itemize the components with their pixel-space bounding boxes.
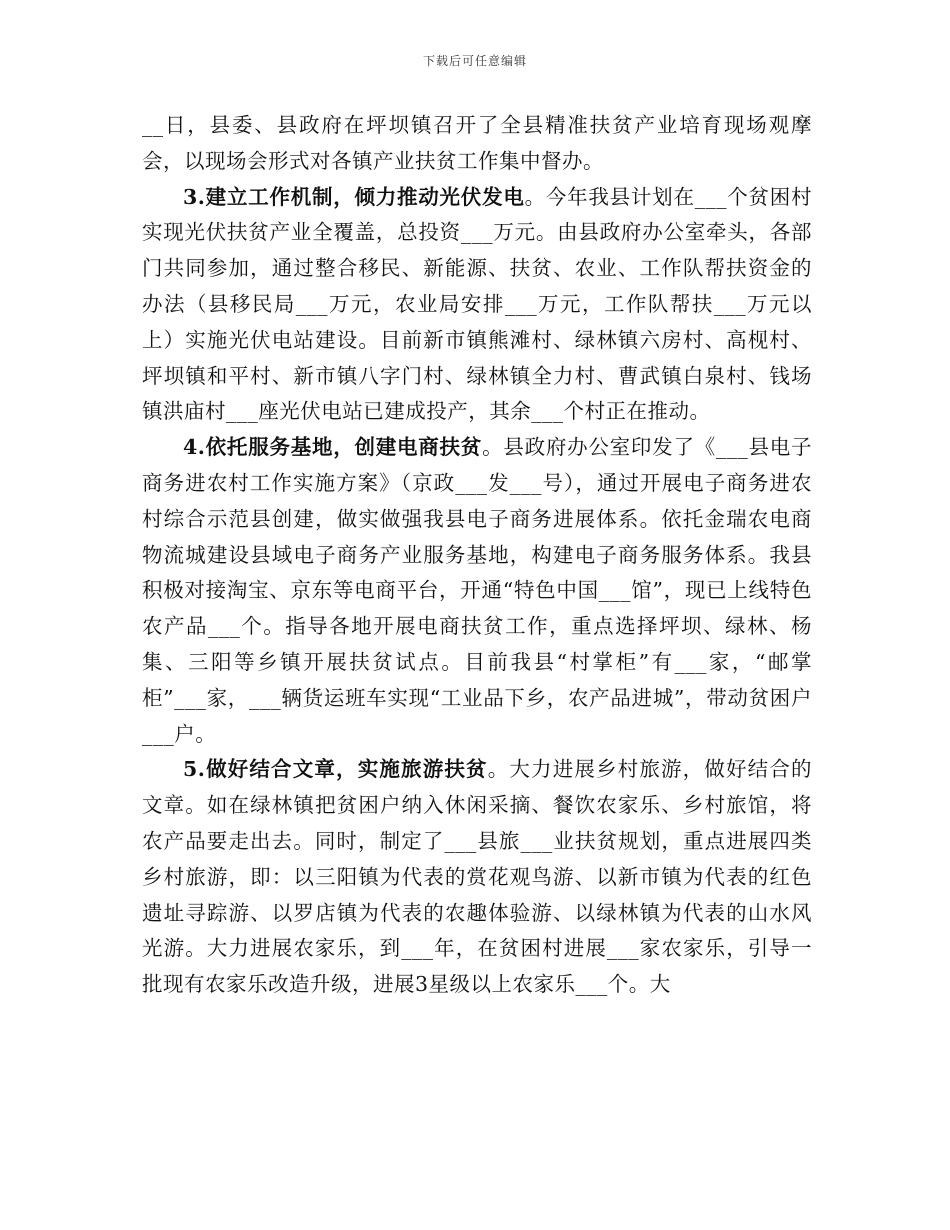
paragraph-4-heading: 5.做好结合文章，实施旅游扶贫 [183,757,488,782]
paragraph-3 [142,430,812,752]
paragraph-4 [142,752,812,1003]
paragraph-1 [142,108,812,180]
paragraph-2-body: 。今年我县计划在___个贫困村实现光伏扶贫产业全覆盖，总投资___万元。由县政府办公室牵头，各部门共同参加，通过整合移民、新能源、扶贫、农业、工作队帮扶资金的办法（县移民局___万元，农业局安排___万元，工作队帮扶___万元以上）实施光伏电站建设。目前新市镇熊滩村、绿林镇六房村、高枧村、坪坝镇和平村、新市镇八字门村、绿林镇全力村、曹武镇白泉村、钱场镇洪庙村___座光伏电站已建成投产，其余___个村正在推动。 [142,184,813,424]
paragraph-3-body: 。县政府办公室印发了《___县电子商务进农村工作实施方案》（京政___发___号），通过开展电子商务进农村综合示范县创建，做实做强我县电子商务进展体系。依托金瑞农电商物流城建设县域电子商务产业服务基地，构建电子商务服务体系。我县积极对接淘宝、京东等电商平台，开通“特色中国___馆”，现已上线特色农产品___个。指导各地开展电商扶贫工作，重点选择坪坝、绿林、杨集、三阳等乡镇开展扶贫试点。目前我县“村掌柜”有___家，“邮掌柜”___家，___辆货运班车实现“工业品下乡，农产品进城”，带动贫困户___户。 [142,435,812,746]
paragraph-1-body: __日，县委、县政府在坪坝镇召开了全县精准扶贫产业培育现场观摩会，以现场会形式对各镇产业扶贫工作集中督办。 [142,113,812,173]
paragraph-2-heading: 3.建立工作机制，倾力推动光伏发电 [183,184,525,209]
paragraph-4-body: 。大力进展乡村旅游，做好结合的文章。如在绿林镇把贫困户纳入休闲采摘、餐饮农家乐、乡村旅馆，将农产品要走出去。同时，制定了___县旅___业扶贫规划，重点进展四类乡村旅游，即：以三阳镇为代表的赏花观鸟游、以新市镇为代表的红色遗址寻踪游、以罗店镇为代表的农趣体验游、以绿林镇为代表的山水风光游。大力进展农家乐，到___年，在贫困村进展___家农家乐，引导一批现有农家乐改造升级，进展3星级以上农家乐___个。大 [142,757,812,997]
paragraph-3-heading: 4.依托服务基地，创建电商扶贫 [183,435,483,460]
paragraph-2 [142,180,812,431]
page-header: 下载后可任意编辑 [422,54,527,68]
document-body [142,108,812,1003]
